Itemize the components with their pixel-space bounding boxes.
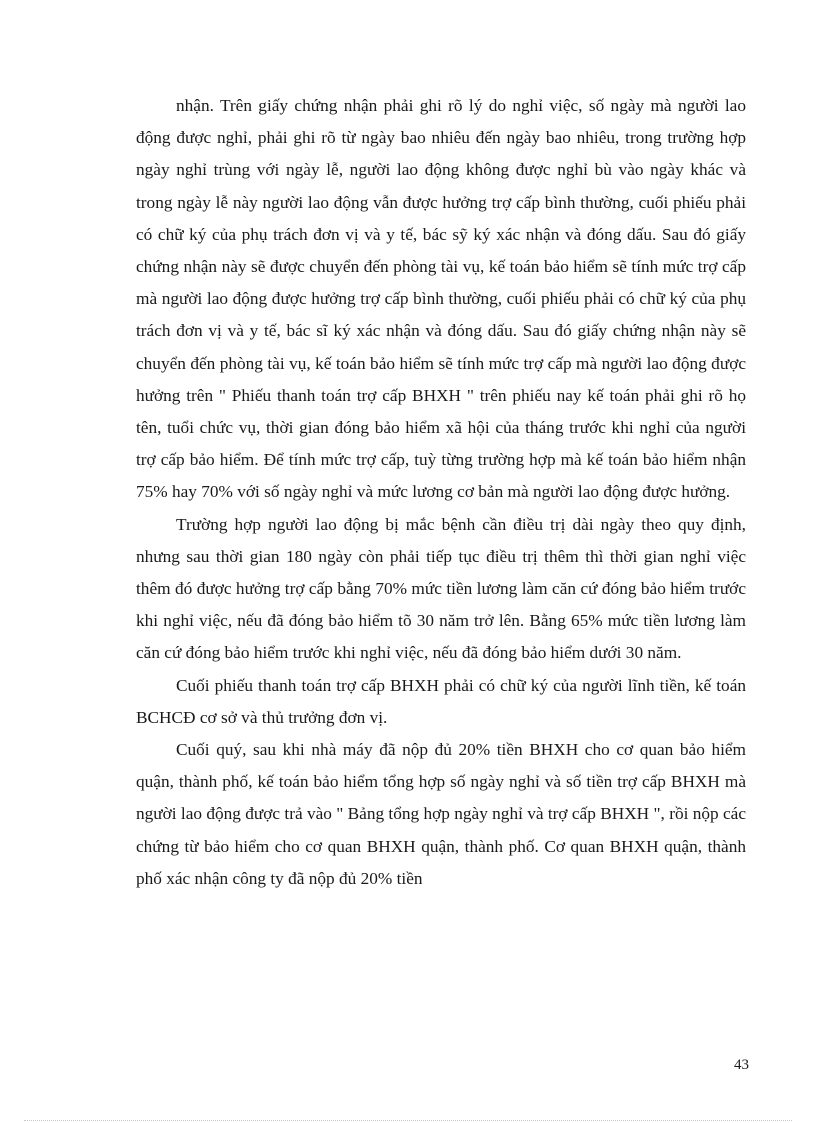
body-text	[136, 90, 746, 895]
paragraph-2: Trường hợp người lao động bị mắc bệnh cần điều trị dài ngày theo quy định, nhưng sau thời gian 180 ngày còn phải tiếp tục điều trị thêm thì thời gian nghỉ việc thêm đó được hưởng trợ cấp bằng 70% mức tiền lương làm căn cứ đóng bảo hiểm trước khi nghỉ việc, nếu đã đóng bảo hiểm tõ 30 năm trở lên. Bằng 65% mức tiền lương làm căn cứ đóng bảo hiểm trước khi nghỉ việc, nếu đã đóng bảo hiểm dưới 30 năm.	[136, 514, 746, 663]
paragraph-4: Cuối quý, sau khi nhà máy đã nộp đủ 20% tiền BHXH cho cơ quan bảo hiểm quận, thành phố, kế toán bảo hiểm tổng hợp số ngày nghỉ và số tiền trợ cấp BHXH mà người lao động được trả vào " Bảng tổng hợp ngày nghỉ và trợ cấp BHXH ", rồi nộp các chứng từ bảo hiểm cho cơ quan BHXH quận, thành phố. Cơ quan BHXH quận, thành phố xác nhận công ty đã nộp đủ 20% tiền	[136, 740, 746, 888]
paragraph-3: Cuối phiếu thanh toán trợ cấp BHXH phải có chữ ký của người lĩnh tiền, kế toán BCHCĐ cơ sở và thủ trưởng đơn vị.	[136, 675, 746, 727]
paragraph-1: nhận. Trên giấy chứng nhận phải ghi rõ lý do nghỉ việc, số ngày mà người lao động được nghỉ, phải ghi rõ từ ngày bao nhiêu đến ngày bao nhiêu, trong trường hợp ngày nghỉ trùng với ngày lễ, người lao động không được nghỉ bù vào ngày khác và trong ngày lễ này người lao động vẫn được hưởng trợ cấp bình thường, cuối phiếu phải có chữ ký của phụ trách đơn vị và y tế, bác sỹ ký xác nhận và đóng dấu. Sau đó giấy chứng nhận này sẽ được chuyển đến phòng tài vụ, kế toán bảo hiểm sẽ tính mức trợ cấp mà người lao động được hưởng trợ cấp bình thường, cuối phiếu phải có chữ ký của phụ trách đơn vị và y tế, bác sĩ ký xác nhận và đóng dấu. Sau đó giấy chứng nhận này sẽ chuyển đến phòng tài vụ, kế toán bảo hiểm sẽ tính mức trợ cấp mà người lao động được hưởng trên " Phiếu thanh toán trợ cấp BHXH " trên phiếu nay kế toán phải ghi rõ họ tên, tuổi chức vụ, thời gian đóng bảo hiểm xã hội của tháng trước khi nghỉ của người trợ cấp bảo hiểm. Để tính mức trợ cấp, tuỳ từng trường hợp mà kế toán bảo hiểm nhận 75% hay 70% với số ngày nghỉ và mức lương cơ bản mà người lao động được hưởng.	[136, 96, 746, 502]
page-number: 43	[734, 1057, 749, 1073]
page-bottom-divider	[24, 1120, 792, 1121]
